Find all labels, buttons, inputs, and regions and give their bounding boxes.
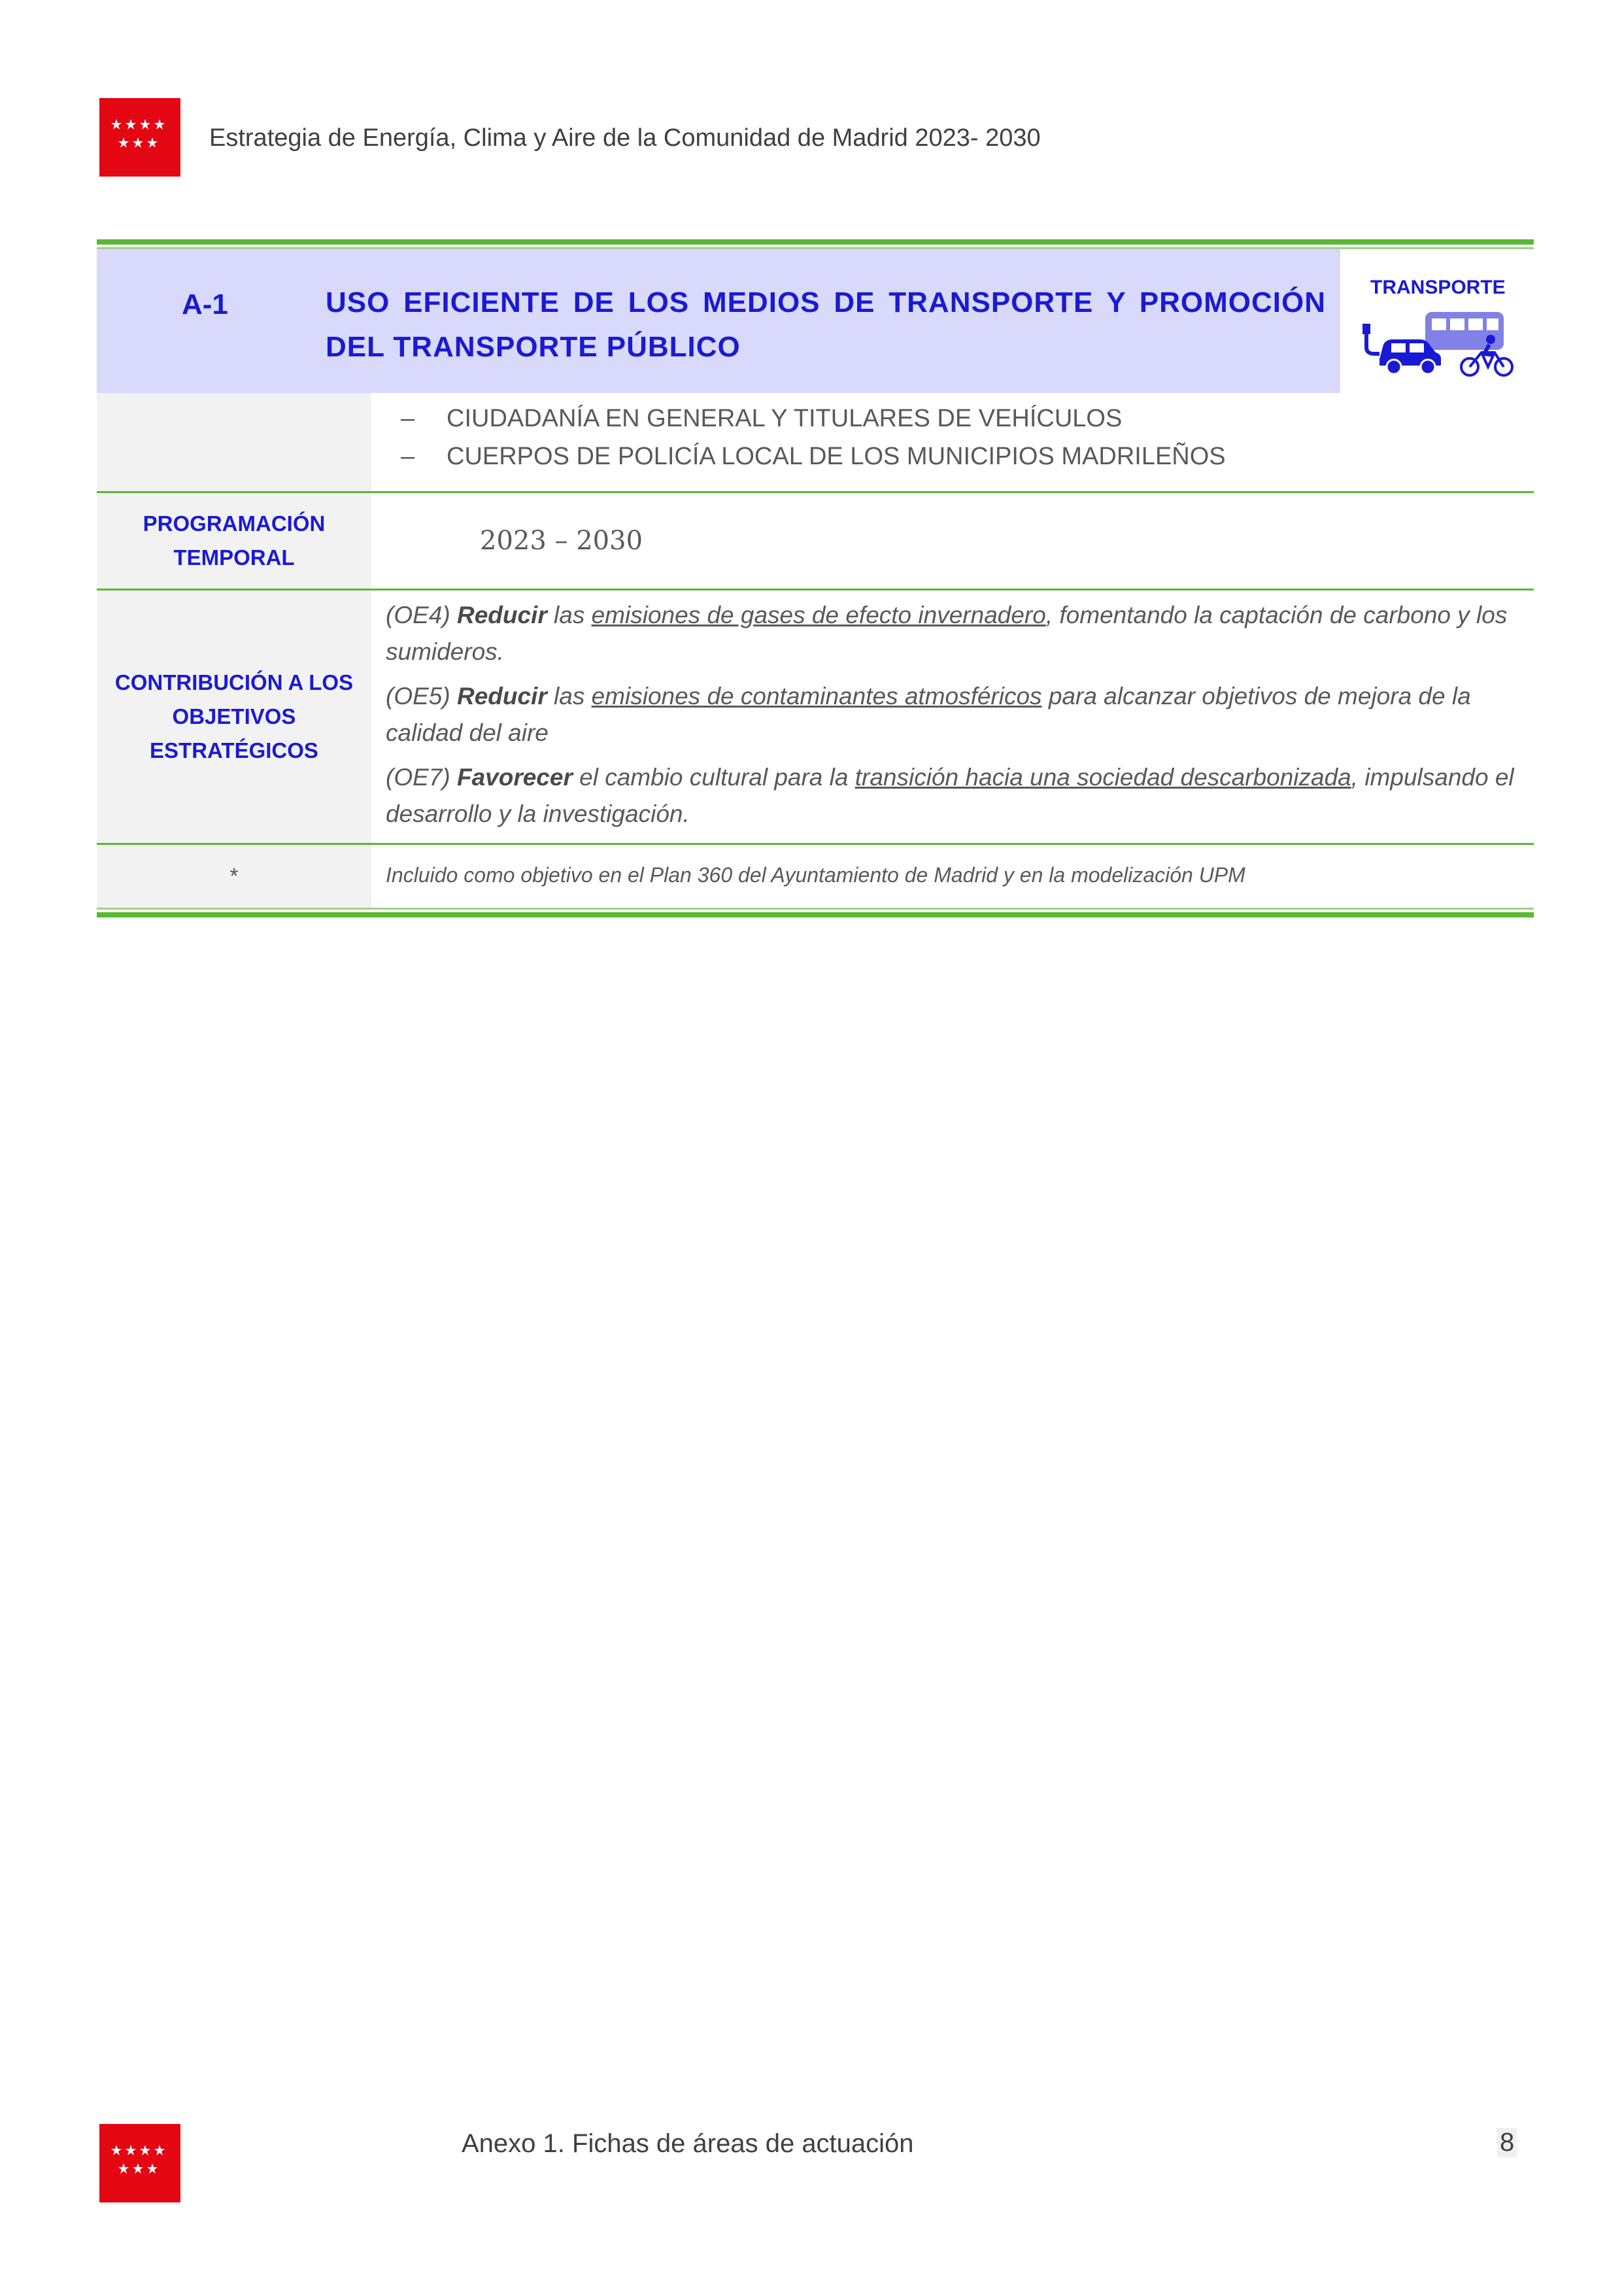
programming-label: PROGRAMACIÓN TEMPORAL — [97, 493, 371, 589]
stars-icon — [111, 2144, 169, 2183]
target-public-row — [97, 393, 1534, 493]
objectives-label: CONTRIBUCIÓN A LOS OBJETIVOS ESTRATÉGICOS — [97, 591, 371, 843]
note-row — [97, 845, 1534, 908]
comunidad-madrid-logo — [99, 2124, 180, 2202]
bottom-rule — [97, 912, 1534, 917]
objective-item: (OE7) Favorecer el cambio cultural para la transición hacia una sociedad descarbonizada, impulsando el desarrollo y la investigación. — [386, 764, 1514, 827]
target-public-list — [371, 393, 1534, 491]
programming-row — [97, 493, 1534, 591]
document-header-title: Estrategia de Energía, Clima y Aire de la Comunidad de Madrid 2023- 2030 — [209, 124, 1041, 152]
list-item: – CUERPOS DE POLICÍA LOCAL DE LOS MUNICIPIOS MADRILEÑOS — [401, 443, 1226, 470]
page-number: 8 — [1497, 2128, 1517, 2157]
comunidad-madrid-logo — [99, 98, 180, 177]
objectives-row — [97, 591, 1534, 845]
action-code: A-1 — [182, 288, 228, 320]
objective-item: (OE4) Reducir las emisiones de gases de efecto invernadero, fomentando la captación de carbono y los sumideros. — [386, 602, 1508, 665]
top-rule — [97, 239, 1534, 245]
objectives-list — [371, 591, 1534, 843]
note-mark: * — [97, 845, 371, 908]
footer-section-title: Anexo 1. Fichas de áreas de actuación — [462, 2129, 914, 2158]
note-text: Incluido como objetivo en el Plan 360 del Ayuntamiento de Madrid y en la modelización UPM — [386, 863, 1245, 887]
bottom-rule-thin — [97, 908, 1534, 910]
objective-item: (OE5) Reducir las emisiones de contaminantes atmosféricos para alcanzar objetivos de mejora de la calidad del aire — [386, 683, 1471, 746]
target-public-label-cell — [97, 393, 371, 491]
card-title-row — [97, 249, 1534, 393]
programming-value: 2023 – 2030 — [480, 526, 643, 556]
category-label: TRANSPORTE — [1370, 277, 1506, 298]
stars-icon — [111, 118, 169, 157]
list-item: – CIUDADANÍA EN GENERAL Y TITULARES DE VEHÍCULOS — [401, 405, 1123, 432]
transport-icon — [1360, 307, 1517, 379]
action-title: USO EFICIENTE DE LOS MEDIOS DE TRANSPORTE Y PROMOCIÓN DEL TRANSPORTE PÚBLICO — [326, 286, 1326, 363]
action-card — [97, 239, 1534, 917]
